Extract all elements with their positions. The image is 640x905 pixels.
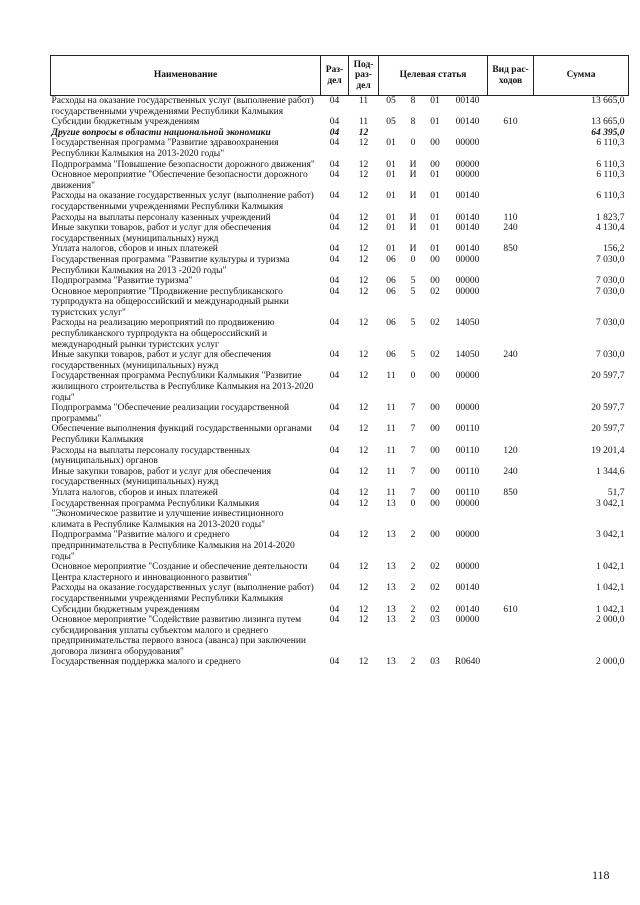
cell-razdel: 04 (329, 276, 340, 287)
cell-sum: 3 042,1 (596, 530, 625, 541)
cell-target-event: 00 (430, 138, 440, 149)
table-row (51, 424, 629, 445)
cell-target-direction: 00000 (455, 254, 480, 265)
cell-vid (488, 499, 534, 531)
cell-vid (488, 403, 534, 424)
cell-target-event (423, 128, 448, 139)
cell-target-program: 01 (386, 223, 396, 234)
cell-sum: 1 042,1 (596, 604, 625, 615)
table-row (51, 191, 629, 212)
cell-razdel: 04 (329, 466, 340, 477)
cell-target-event: 00 (430, 466, 440, 477)
cell-target-program: 11 (386, 487, 396, 498)
table-row (51, 403, 629, 424)
cell-target-event: 03 (430, 657, 440, 668)
cell-target-event: 00 (430, 530, 440, 541)
cell-target-program: 13 (386, 530, 396, 541)
page-number: 118 (592, 868, 610, 882)
cell-sum: 7 030,0 (596, 350, 625, 361)
cell-podrazdel: 12 (358, 657, 369, 668)
cell-target-event: 02 (430, 318, 440, 329)
cell-name: Расходы на оказание государственных услуг (выполнение работ) государственными учреждениями Республики Калмыкия (51, 96, 314, 117)
cell-vid (488, 160, 534, 171)
table-row (51, 371, 629, 403)
cell-target-subprogram: 0 (410, 498, 416, 509)
cell-target-direction: 00000 (455, 138, 480, 149)
cell-razdel: 04 (329, 254, 340, 265)
table-row (51, 350, 629, 371)
cell-target-subprogram: И (409, 191, 417, 202)
cell-razdel: 04 (329, 170, 340, 181)
cell-vid: 120 (503, 445, 518, 456)
cell-podrazdel: 12 (358, 276, 369, 287)
cell-vid (488, 128, 534, 139)
cell-vid (488, 191, 534, 212)
cell-podrazdel: 12 (358, 562, 369, 573)
cell-vid: 110 (503, 212, 518, 223)
cell-razdel: 04 (329, 487, 340, 498)
cell-razdel: 04 (329, 96, 340, 106)
table-row (51, 160, 629, 171)
cell-razdel: 04 (329, 371, 340, 382)
cell-razdel: 04 (329, 127, 340, 138)
cell-target-subprogram: 7 (410, 487, 416, 498)
cell-target-direction: 14050 (455, 350, 480, 361)
cell-target-direction: 00140 (455, 212, 480, 223)
cell-podrazdel: 12 (358, 223, 369, 234)
cell-razdel: 04 (329, 318, 340, 329)
cell-name: Иные закупки товаров, работ и услуг для обеспечения государственных (муниципальных) нужд (51, 223, 272, 244)
cell-name: Государственная программа Республики Калмыкия "Развитие жилищного строительства в Республике Калмыкия на 2013-2020 годы" (51, 371, 314, 403)
cell-target-event: 00 (430, 487, 440, 498)
table-row (51, 213, 629, 224)
cell-target-program: 13 (386, 562, 396, 573)
cell-name: Иные закупки товаров, работ и услуг для обеспечения государственных (муниципальных) нужд (51, 466, 272, 488)
cell-podrazdel: 12 (358, 466, 369, 477)
cell-razdel: 04 (329, 583, 340, 594)
cell-target-event: 02 (430, 562, 440, 573)
cell-vid (488, 255, 534, 276)
cell-podrazdel: 11 (358, 117, 369, 128)
cell-target-direction: 00000 (455, 159, 480, 170)
cell-podrazdel: 12 (358, 159, 369, 170)
cell-podrazdel: 12 (358, 244, 369, 255)
cell-sum: 6 110,3 (596, 191, 625, 202)
cell-name: Государственная поддержка малого и среднего (51, 657, 241, 668)
cell-target-event: 00 (430, 498, 440, 509)
table-row (51, 583, 629, 604)
cell-target-subprogram: 2 (410, 562, 416, 573)
cell-target-program: 06 (386, 276, 396, 287)
header-name: Наименование (51, 56, 321, 96)
cell-podrazdel: 12 (358, 212, 369, 223)
cell-target-event: 00 (430, 159, 440, 170)
table-row (51, 605, 629, 616)
cell-sum: 51,7 (607, 487, 625, 498)
cell-razdel: 04 (329, 350, 340, 361)
cell-target-program: 13 (386, 657, 396, 668)
cell-target-direction: 00110 (455, 466, 480, 477)
cell-target-direction: 00000 (455, 615, 480, 626)
table-row (51, 467, 629, 488)
cell-target-direction: 00110 (455, 424, 480, 435)
table-row (51, 530, 629, 562)
cell-target-event: 01 (430, 117, 440, 128)
cell-razdel: 04 (329, 191, 340, 202)
cell-target-subprogram: 0 (410, 254, 416, 265)
cell-vid: 610 (503, 604, 518, 615)
cell-target-direction: 00000 (455, 498, 480, 509)
cell-vid (488, 562, 534, 583)
cell-vid (488, 657, 534, 668)
cell-target-program: 11 (386, 424, 396, 435)
cell-target-direction: 00000 (455, 562, 480, 573)
cell-name: Основное мероприятие "Создание и обеспечение деятельности Центра кластерного и инновационного развития" (51, 562, 308, 583)
cell-sum: 3 042,1 (596, 498, 625, 509)
cell-name: Расходы на оказание государственных услуг (выполнение работ) государственными учреждениями Республики Калмыкия (51, 191, 314, 212)
cell-target-subprogram: 8 (410, 96, 416, 106)
cell-razdel: 04 (329, 403, 340, 414)
cell-vid (488, 287, 534, 319)
cell-name: Расходы на оказание государственных услуг (выполнение работ) государственными учреждениями Республики Калмыкия (51, 583, 314, 604)
cell-razdel: 04 (329, 424, 340, 435)
cell-name: Уплата налогов, сборов и иных платежей (51, 487, 218, 498)
cell-target-program: 06 (386, 254, 396, 265)
cell-target-program: 13 (386, 498, 396, 509)
cell-target-program: 05 (386, 96, 396, 106)
cell-name: Государственная программа "Развитие здравоохранения Республики Калмыкия на 2013-2020 годы" (51, 138, 279, 159)
cell-razdel: 04 (329, 286, 340, 297)
cell-razdel: 04 (329, 562, 340, 573)
cell-sum: 1 042,1 (596, 583, 625, 594)
table-row (51, 562, 629, 583)
cell-sum: 1 042,1 (596, 562, 625, 573)
cell-sum: 7 030,0 (596, 276, 625, 287)
table-row (51, 128, 629, 139)
cell-target-direction: 00140 (455, 244, 480, 255)
cell-podrazdel: 12 (358, 170, 369, 181)
cell-sum: 2 000,0 (596, 657, 625, 668)
cell-name: Подпрограмма "Развитие малого и среднего предпринимательства в Республике Калмыкия на 2014-2020 годы" (51, 530, 295, 562)
table-row (51, 244, 629, 255)
cell-name: Уплата налогов, сборов и иных платежей (51, 244, 218, 255)
cell-podrazdel: 12 (358, 127, 369, 138)
table-body (51, 96, 629, 669)
cell-target-event: 00 (430, 403, 440, 414)
cell-target-subprogram: 7 (410, 424, 416, 435)
cell-sum: 7 030,0 (596, 286, 625, 297)
cell-podrazdel: 12 (358, 350, 369, 361)
cell-name: Субсидии бюджетным учреждениям (51, 117, 200, 128)
cell-sum: 1 823,7 (596, 212, 625, 223)
table-row (51, 488, 629, 499)
cell-target-direction: 00140 (455, 96, 480, 106)
cell-target-subprogram: 5 (410, 286, 416, 297)
table-row (51, 446, 629, 467)
cell-target-event: 03 (430, 615, 440, 626)
cell-target-program: 06 (386, 350, 396, 361)
cell-target-event: 00 (430, 424, 440, 435)
cell-target-event: 00 (430, 276, 440, 287)
table-row (51, 657, 629, 668)
cell-vid: 850 (503, 244, 518, 255)
cell-podrazdel: 12 (358, 424, 369, 435)
cell-name: Основное мероприятие "Продвижение республиканского турпродукта на общероссийский и международный рынки туристских услуг" (51, 286, 289, 318)
cell-vid (488, 318, 534, 350)
cell-podrazdel: 12 (358, 318, 369, 329)
header-vid: Вид рас-ходов (488, 56, 534, 96)
cell-razdel: 04 (329, 498, 340, 509)
cell-podrazdel: 12 (358, 445, 369, 456)
cell-sum: 6 110,3 (596, 159, 625, 170)
cell-vid: 850 (503, 487, 518, 498)
cell-target-event: 02 (430, 583, 440, 594)
cell-vid (488, 615, 534, 657)
cell-razdel: 04 (329, 657, 340, 668)
cell-target-event: 02 (430, 286, 440, 297)
cell-target-event: 01 (430, 96, 440, 106)
cell-target-subprogram (404, 128, 423, 139)
cell-vid (488, 138, 534, 159)
cell-target-program: 01 (386, 212, 396, 223)
cell-sum: 13 665,0 (591, 96, 625, 106)
cell-name: Подпрограмма "Развитие туризма" (51, 276, 193, 287)
cell-target-direction: R0640 (454, 657, 481, 668)
cell-target-program: 11 (386, 466, 396, 477)
cell-name: Иные закупки товаров, работ и услуг для обеспечения государственных (муниципальных) нужд (51, 350, 272, 371)
cell-target-program: 11 (386, 445, 396, 456)
cell-name: Обеспечение выполнения функций государственными органами Республики Калмыкия (51, 424, 312, 445)
cell-name: Субсидии бюджетным учреждениям (51, 604, 200, 615)
cell-sum: 20 597,7 (591, 403, 625, 414)
cell-target-direction: 00110 (455, 445, 480, 456)
cell-sum: 20 597,7 (591, 371, 625, 382)
cell-sum: 64 395,0 (591, 127, 625, 138)
cell-target-subprogram: И (409, 212, 417, 223)
cell-target-direction (448, 128, 488, 139)
budget-table (50, 55, 629, 668)
table-row (51, 318, 629, 350)
cell-target-subprogram: 5 (410, 276, 416, 287)
cell-target-program: 13 (386, 615, 396, 626)
cell-name: Основное мероприятие "Содействие развитию лизинга путем субсидирования уплаты субъектом малого и среднего предпринимательства первого взноса (аванса) при заключении договора лизинга оборудования" (51, 615, 306, 657)
cell-name: Другие вопросы в области национальной экономики (51, 127, 271, 138)
cell-target-program: 01 (386, 138, 396, 149)
cell-target-direction: 00000 (455, 371, 480, 382)
table-row (51, 499, 629, 531)
cell-target-program: 13 (386, 583, 396, 594)
cell-podrazdel: 12 (358, 403, 369, 414)
cell-name: Государственная программа Республики Калмыкия "Экономическое развитие и улучшение инвестиционного климата в Республике Калмыкия на 2013-2020 годы" (51, 498, 284, 530)
table-row (51, 117, 629, 128)
cell-target-direction: 14050 (455, 318, 480, 329)
cell-vid (488, 170, 534, 191)
cell-sum: 20 597,7 (591, 424, 625, 435)
cell-podrazdel: 12 (358, 498, 369, 509)
cell-sum: 7 030,0 (596, 318, 625, 329)
cell-target-event: 02 (430, 350, 440, 361)
cell-target-event: 00 (430, 371, 440, 382)
cell-target-program: 13 (386, 604, 396, 615)
cell-target-direction: 00110 (455, 487, 480, 498)
cell-target-program (379, 128, 404, 139)
cell-name: Подпрограмма "Обеспечение реализации государственной программы" (51, 403, 290, 424)
cell-razdel: 04 (329, 615, 340, 626)
cell-target-event: 01 (430, 191, 440, 202)
cell-name: Расходы на реализацию мероприятий по продвижению республиканского турпродукта на общероссийский и международный рынки туристских услуг (51, 318, 275, 350)
cell-name: Государственная программа "Развитие культуры и туризма Республики Калмыкия на 2013 -2020 годы" (51, 254, 290, 276)
table-row (51, 255, 629, 276)
cell-target-event: 01 (430, 170, 440, 181)
cell-sum: 156,2 (603, 244, 625, 255)
header-razdel: Раз-дел (321, 56, 349, 96)
table-row (51, 615, 629, 657)
cell-target-subprogram: 2 (410, 583, 416, 594)
cell-vid (488, 583, 534, 604)
cell-sum: 6 110,3 (596, 170, 625, 181)
table-row (51, 223, 629, 244)
cell-sum: 2 000,0 (596, 615, 625, 626)
cell-sum: 1 344,6 (596, 466, 625, 477)
cell-podrazdel: 12 (358, 583, 369, 594)
cell-target-direction: 00000 (455, 276, 480, 287)
cell-vid (488, 371, 534, 403)
cell-target-event: 01 (430, 244, 440, 255)
cell-sum: 7 030,0 (596, 254, 625, 265)
cell-podrazdel: 12 (358, 191, 369, 202)
cell-target-direction: 00000 (455, 403, 480, 414)
cell-razdel: 04 (329, 212, 340, 223)
cell-podrazdel: 12 (358, 138, 369, 149)
cell-target-subprogram: 7 (410, 466, 416, 477)
cell-razdel: 04 (329, 244, 340, 255)
table-header (51, 56, 629, 96)
cell-target-direction: 00000 (455, 530, 480, 541)
cell-razdel: 04 (329, 604, 340, 615)
cell-target-direction: 00000 (455, 170, 480, 181)
cell-target-subprogram: 0 (410, 371, 416, 382)
cell-vid: 240 (503, 466, 518, 477)
cell-target-program: 11 (386, 371, 396, 382)
cell-target-event: 01 (430, 223, 440, 234)
cell-vid (488, 424, 534, 445)
cell-sum: 19 201,4 (591, 445, 625, 456)
cell-sum: 6 110,3 (596, 138, 625, 149)
header-target: Целевая статья (379, 56, 488, 96)
cell-target-event: 00 (430, 254, 440, 265)
cell-name: Расходы на выплаты персоналу казенных учреждений (51, 212, 271, 223)
cell-podrazdel: 12 (358, 487, 369, 498)
cell-target-event: 00 (430, 445, 440, 456)
cell-vid: 240 (503, 223, 518, 234)
cell-target-direction: 00000 (455, 286, 480, 297)
cell-target-program: 05 (386, 117, 396, 128)
cell-target-program: 06 (386, 318, 396, 329)
cell-podrazdel: 12 (358, 604, 369, 615)
cell-razdel: 04 (329, 445, 340, 456)
cell-target-program: 11 (386, 403, 396, 414)
cell-target-event: 02 (430, 604, 440, 615)
cell-target-subprogram: И (409, 170, 417, 181)
cell-target-subprogram: 2 (410, 604, 416, 615)
cell-razdel: 04 (329, 117, 340, 128)
table-row (51, 96, 629, 118)
cell-target-subprogram: 5 (410, 318, 416, 329)
cell-target-subprogram: И (409, 159, 417, 170)
cell-target-subprogram: 5 (410, 350, 416, 361)
table-row (51, 276, 629, 287)
cell-target-subprogram: 2 (410, 530, 416, 541)
table-row (51, 138, 629, 159)
cell-target-program: 01 (386, 244, 396, 255)
cell-podrazdel: 12 (358, 530, 369, 541)
cell-sum: 13 665,0 (591, 117, 625, 128)
cell-target-subprogram: 7 (410, 403, 416, 414)
cell-target-direction: 00140 (455, 191, 480, 202)
cell-target-program: 01 (386, 191, 396, 202)
cell-vid (488, 530, 534, 562)
cell-razdel: 04 (329, 138, 340, 149)
cell-target-subprogram: 2 (410, 615, 416, 626)
cell-podrazdel: 11 (358, 96, 369, 106)
cell-name: Подпрограмма "Повышение безопасности дорожного движения" (51, 159, 315, 170)
table-row (51, 287, 629, 319)
cell-target-subprogram: 2 (410, 657, 416, 668)
cell-name: Расходы на выплаты персоналу государственных (муниципальных) органов (51, 445, 251, 467)
header-podrazdel: Под-раз-дел (349, 56, 379, 96)
cell-target-subprogram: И (409, 244, 417, 255)
cell-target-program: 01 (386, 170, 396, 181)
cell-podrazdel: 12 (358, 615, 369, 626)
cell-razdel: 04 (329, 159, 340, 170)
cell-name: Основное мероприятие "Обеспечение безопасности дорожного движения" (51, 170, 308, 191)
cell-target-direction: 00140 (455, 583, 480, 594)
cell-target-direction: 00140 (455, 117, 480, 128)
cell-podrazdel: 12 (358, 254, 369, 265)
cell-razdel: 04 (329, 223, 340, 234)
cell-podrazdel: 12 (358, 286, 369, 297)
cell-podrazdel: 12 (358, 371, 369, 382)
cell-sum: 4 130,4 (596, 223, 625, 234)
header-sum: Сумма (534, 56, 629, 96)
cell-vid: 610 (503, 117, 518, 128)
cell-target-direction: 00140 (455, 604, 480, 615)
cell-target-subprogram: И (409, 223, 417, 234)
cell-target-direction: 00140 (455, 223, 480, 234)
cell-vid (488, 96, 534, 118)
cell-target-subprogram: 0 (410, 138, 416, 149)
cell-vid: 240 (503, 350, 518, 361)
table-row (51, 170, 629, 191)
cell-target-program: 06 (386, 286, 396, 297)
cell-target-subprogram: 7 (410, 445, 416, 456)
cell-razdel: 04 (329, 530, 340, 541)
cell-target-subprogram: 8 (410, 117, 416, 128)
cell-vid (488, 276, 534, 287)
cell-target-event: 01 (430, 212, 440, 223)
cell-target-program: 01 (386, 159, 396, 170)
